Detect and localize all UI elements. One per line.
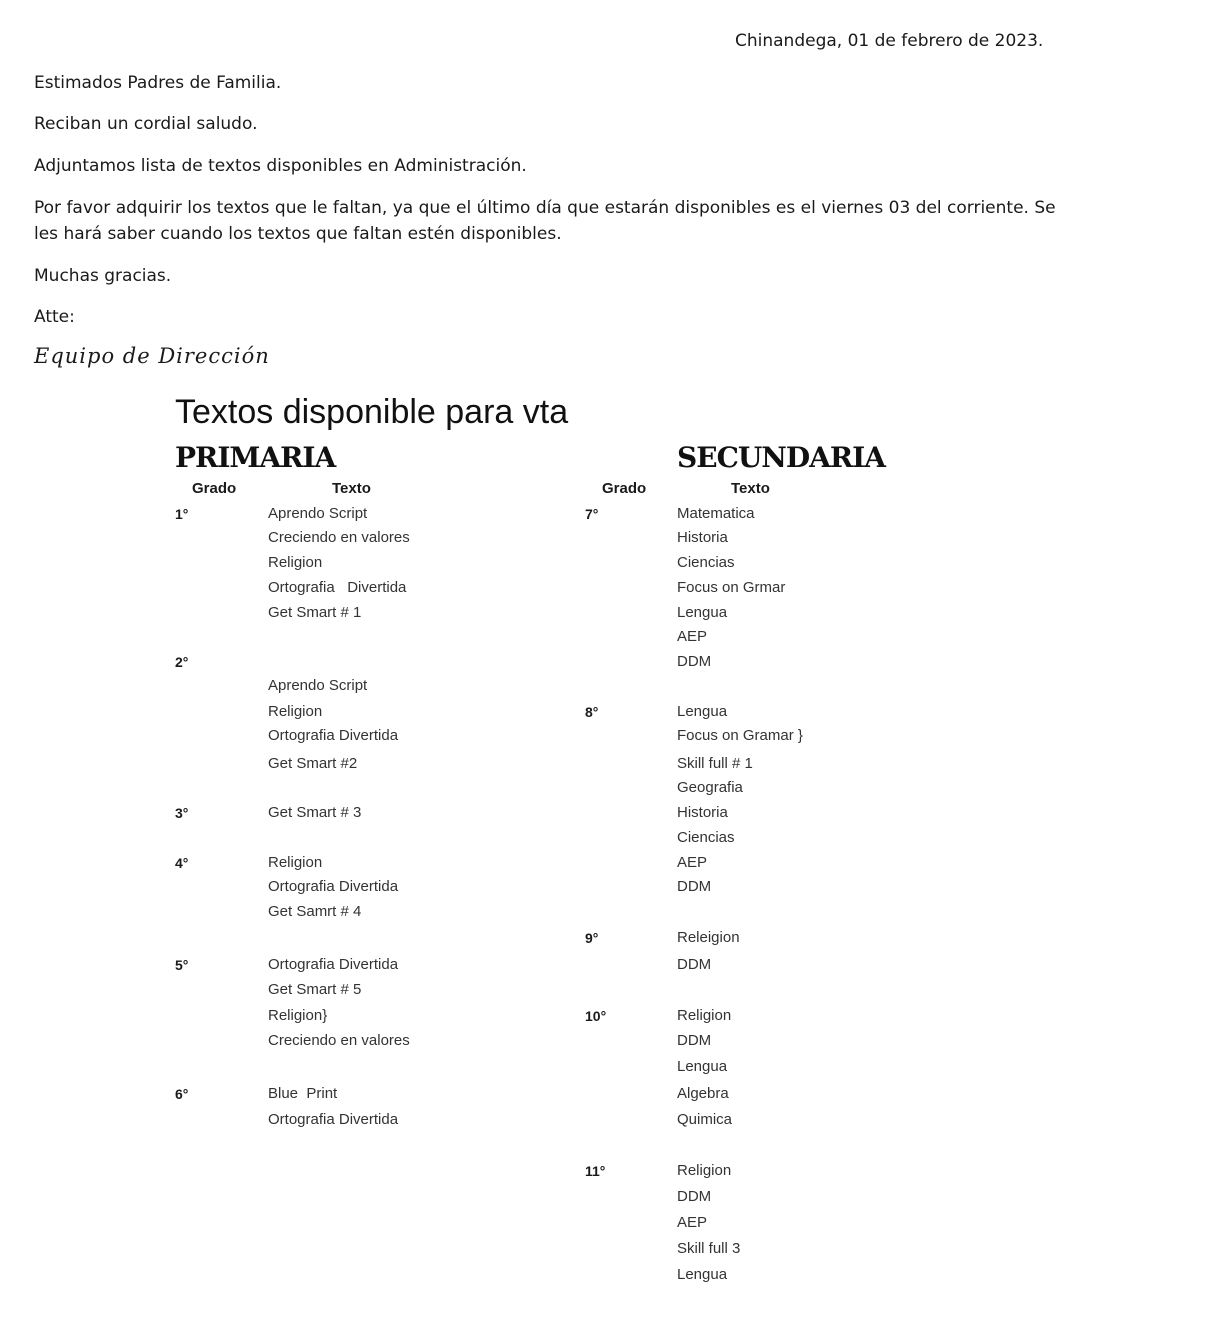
primaria-book-item: Get Smart # 1 (268, 604, 362, 621)
secundaria-grade-label: 11° (585, 1163, 606, 1179)
secundaria-book-item: Geografia (677, 779, 743, 796)
secundaria-book-item: Religion (677, 1162, 732, 1179)
secundaria-book-item: AEP (677, 628, 708, 645)
secundaria-book-item: Historia (677, 804, 728, 821)
secundaria-heading: SECUNDARIA (677, 441, 885, 474)
primaria-book-item: Religion (268, 554, 323, 571)
secundaria-book-item: DDM (677, 878, 712, 895)
primaria-book-item: Blue Print (268, 1085, 338, 1102)
secundaria-book-item: Lengua (677, 703, 728, 720)
letter-date: Chinandega, 01 de febrero de 2023. (735, 31, 1044, 51)
secundaria-book-item: Quimica (677, 1111, 733, 1128)
secundaria-col-texto: Texto (731, 480, 770, 497)
primaria-grade-label: 2° (175, 654, 189, 670)
letter-greeting: Estimados Padres de Familia. (34, 73, 282, 93)
primaria-grade-label: 6° (175, 1086, 189, 1102)
primaria-book-item: Get Samrt # 4 (268, 903, 362, 920)
secundaria-grade-label: 9° (585, 930, 599, 946)
primaria-book-item: Get Smart # 5 (268, 981, 362, 998)
primaria-grade-label: 4° (175, 855, 189, 871)
secundaria-book-item: Matematica (677, 505, 755, 522)
secundaria-col-grado: Grado (602, 480, 647, 497)
letter-paragraph-2-line-2: les hará saber cuando los textos que faltan estén disponibles. (34, 224, 562, 244)
primaria-grade-label: 3° (175, 805, 189, 821)
letter-paragraph-2-line-1: Por favor adquirir los textos que le faltan, ya que el último día que estarán disponibles es el viernes 03 del corriente. Se (34, 198, 1056, 218)
primaria-book-item: Get Smart #2 (268, 755, 358, 772)
secundaria-book-item: Religion (677, 1007, 732, 1024)
secundaria-book-item: Lengua (677, 1058, 728, 1075)
primaria-book-item: Religion (268, 854, 323, 871)
letter-paragraph-1: Adjuntamos lista de textos disponibles en Administración. (34, 156, 527, 176)
secundaria-book-item: Focus on Grmar (677, 579, 786, 596)
secundaria-book-item: AEP (677, 854, 708, 871)
secundaria-grade-label: 10° (585, 1008, 607, 1024)
secundaria-book-item: Algebra (677, 1085, 729, 1102)
primaria-book-item: Aprendo Script (268, 677, 368, 694)
primaria-grade-label: 5° (175, 957, 189, 973)
primaria-book-item: Aprendo Script (268, 505, 368, 522)
secundaria-book-item: Skill full 3 (677, 1240, 741, 1257)
primaria-book-item: Creciendo en valores (268, 1032, 410, 1049)
secundaria-book-item: Focus on Gramar } (677, 727, 803, 744)
primaria-book-item: Ortografia Divertida (268, 956, 399, 973)
primaria-book-item: Ortografia Divertida (268, 878, 399, 895)
primaria-book-item: Ortografia Divertida (268, 579, 407, 596)
secundaria-book-item: DDM (677, 653, 712, 670)
primaria-col-texto: Texto (332, 480, 371, 497)
primaria-grade-label: 1° (175, 506, 189, 522)
secundaria-book-item: Skill full # 1 (677, 755, 753, 772)
primaria-book-item: Get Smart # 3 (268, 804, 362, 821)
secundaria-book-item: AEP (677, 1214, 708, 1231)
letter-thanks: Muchas gracias. (34, 266, 172, 286)
list-title: Textos disponible para vta (175, 393, 569, 431)
secundaria-book-item: DDM (677, 956, 712, 973)
secundaria-book-item: DDM (677, 1032, 712, 1049)
secundaria-grade-label: 7° (585, 506, 599, 522)
primaria-book-item: Ortografia Divertida (268, 727, 399, 744)
secundaria-book-item: DDM (677, 1188, 712, 1205)
secundaria-book-item: Lengua (677, 1266, 728, 1283)
primaria-col-grado: Grado (192, 480, 237, 497)
primaria-book-item: Creciendo en valores (268, 529, 410, 546)
primaria-book-item: Ortografia Divertida (268, 1111, 399, 1128)
letter-closing: Atte: (34, 307, 75, 327)
secundaria-book-item: Ciencias (677, 554, 735, 571)
primaria-book-item: Religion} (268, 1007, 328, 1024)
primaria-book-item: Religion (268, 703, 323, 720)
primaria-heading: PRIMARIA (175, 441, 336, 474)
secundaria-book-item: Lengua (677, 604, 728, 621)
secundaria-book-item: Ciencias (677, 829, 735, 846)
secundaria-book-item: Releigion (677, 929, 740, 946)
letter-salutation: Reciban un cordial saludo. (34, 114, 258, 134)
secundaria-book-item: Historia (677, 529, 728, 546)
letter-signature: Equipo de Dirección (34, 344, 270, 368)
secundaria-grade-label: 8° (585, 704, 599, 720)
